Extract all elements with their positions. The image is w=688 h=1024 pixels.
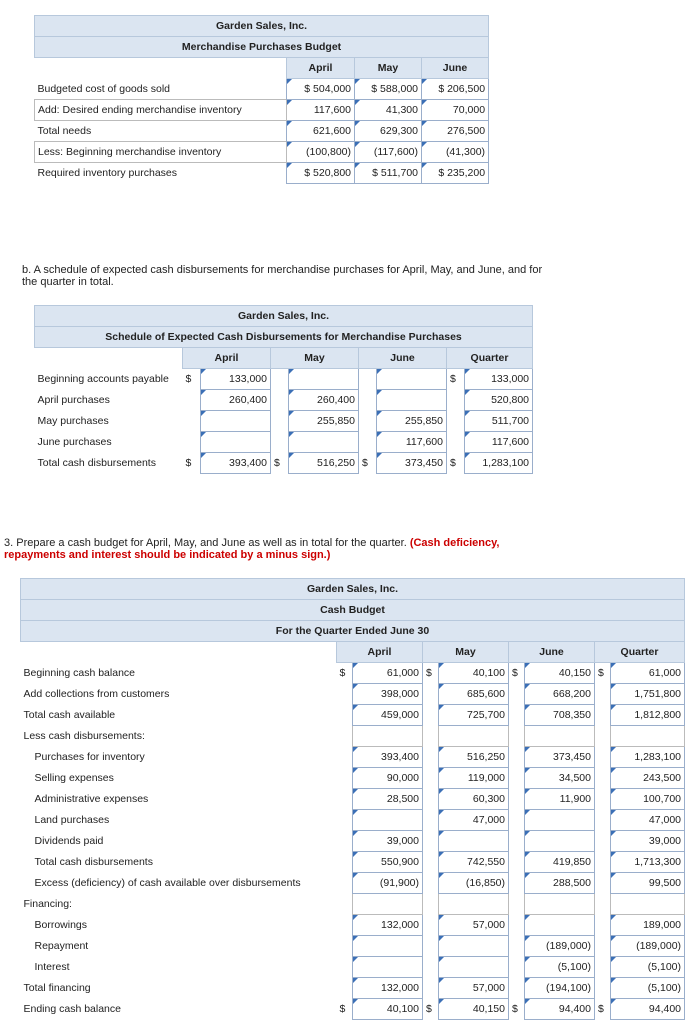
row-label: Budgeted cost of goods sold [37, 82, 171, 95]
currency-symbol [423, 789, 439, 810]
currency-symbol [595, 915, 611, 936]
table-row [35, 453, 533, 474]
currency-symbol [183, 390, 201, 411]
currency-symbol: $ [426, 667, 432, 680]
row-label: Borrowings [34, 919, 88, 931]
currency-symbol [423, 705, 439, 726]
table-row [21, 768, 685, 789]
currency-symbol [509, 852, 525, 873]
currency-symbol: $ [450, 373, 456, 386]
currency-symbol [423, 915, 439, 936]
value-cell[interactable] [525, 810, 595, 831]
table-row [35, 411, 533, 432]
value-cell[interactable] [439, 957, 509, 978]
value-cell[interactable]: 40,150 [525, 663, 595, 684]
table-row [21, 978, 685, 999]
currency-symbol [423, 768, 439, 789]
currency-symbol [423, 810, 439, 831]
currency-symbol [183, 432, 201, 453]
value-cell[interactable] [353, 936, 423, 957]
currency-symbol [595, 978, 611, 999]
value-cell[interactable]: 117,600 [287, 100, 355, 121]
value-cell[interactable] [439, 726, 509, 747]
currency-symbol [337, 915, 353, 936]
currency-symbol [595, 831, 611, 852]
currency-symbol [359, 369, 377, 390]
currency-symbol [595, 936, 611, 957]
table-row [21, 999, 685, 1020]
cash-budget-table [20, 578, 685, 1020]
row-label: Beginning accounts payable [37, 373, 169, 385]
value-cell[interactable]: 419,850 [525, 852, 595, 873]
currency-symbol [447, 390, 465, 411]
currency-symbol: $ [512, 667, 518, 680]
value-cell[interactable]: 11,900 [525, 789, 595, 810]
value-cell[interactable] [201, 432, 271, 453]
value-cell[interactable]: (189,000) [611, 936, 685, 957]
value-cell[interactable]: 70,000 [422, 100, 489, 121]
row-label: Add collections from customers [23, 688, 170, 700]
value-cell[interactable]: (91,900) [353, 873, 423, 894]
row-label: Less cash disbursements: [23, 730, 145, 742]
row-label: Total cash available [23, 709, 116, 721]
value-cell[interactable]: $ 588,000 [355, 79, 422, 100]
currency-symbol [423, 852, 439, 873]
value-cell[interactable]: 516,250 [439, 747, 509, 768]
value-cell[interactable]: 39,000 [353, 831, 423, 852]
value-cell[interactable]: 40,100 [353, 999, 423, 1020]
table-row [21, 852, 685, 873]
currency-symbol [337, 810, 353, 831]
value-cell[interactable]: 243,500 [611, 768, 685, 789]
currency-symbol [595, 894, 611, 915]
value-cell[interactable]: 57,000 [439, 978, 509, 999]
value-cell[interactable] [377, 390, 447, 411]
table-row [35, 432, 533, 453]
currency-symbol [423, 684, 439, 705]
row-label: Excess (deficiency) of cash available over disbursements [34, 877, 301, 889]
cash-company: Garden Sales, Inc. [21, 579, 685, 600]
currency-symbol: $ [426, 1003, 432, 1015]
currency-symbol [423, 873, 439, 894]
value-cell[interactable]: 520,800 [465, 390, 533, 411]
currency-symbol [423, 831, 439, 852]
value-cell[interactable]: $ 520,800 [287, 163, 355, 184]
currency-symbol [509, 768, 525, 789]
currency-symbol [423, 936, 439, 957]
instruction-note: (Cash deficiency, repayments and interest should be indicated by a minus sign.) [4, 537, 500, 561]
col-may: May [271, 348, 359, 369]
currency-symbol: $ [339, 1003, 346, 1015]
value-cell[interactable]: $ 206,500 [422, 79, 489, 100]
currency-symbol: $ [185, 457, 192, 469]
currency-symbol: $ [274, 457, 280, 469]
value-cell[interactable]: 1,713,300 [611, 852, 685, 873]
currency-symbol [509, 873, 525, 894]
col-quarter: Quarter [447, 348, 533, 369]
value-cell[interactable]: 189,000 [611, 915, 685, 936]
value-cell[interactable]: 742,550 [439, 852, 509, 873]
currency-symbol [595, 873, 611, 894]
part-3-instruction [4, 537, 564, 561]
value-cell[interactable]: 393,400 [201, 453, 271, 474]
currency-symbol [337, 789, 353, 810]
currency-symbol [337, 726, 353, 747]
value-cell[interactable]: (41,300) [422, 142, 489, 163]
value-cell[interactable]: 133,000 [465, 369, 533, 390]
value-cell[interactable] [525, 831, 595, 852]
value-cell[interactable]: 57,000 [439, 915, 509, 936]
purchases-company: Garden Sales, Inc. [35, 16, 489, 37]
cash-subtitle: For the Quarter Ended June 30 [21, 621, 685, 642]
value-cell[interactable] [377, 369, 447, 390]
value-cell[interactable]: 94,400 [611, 999, 685, 1020]
currency-symbol [595, 726, 611, 747]
currency-symbol [509, 726, 525, 747]
value-cell[interactable]: 685,600 [439, 684, 509, 705]
row-label[interactable]: Less: Beginning merchandise inventory [35, 142, 287, 163]
table-row [21, 663, 685, 684]
currency-symbol [595, 789, 611, 810]
currency-symbol [337, 852, 353, 873]
table-row [21, 726, 685, 747]
currency-symbol [509, 978, 525, 999]
row-label: Land purchases [34, 814, 110, 826]
currency-symbol [183, 411, 201, 432]
table-row [35, 390, 533, 411]
currency-symbol [509, 789, 525, 810]
value-cell[interactable]: (194,100) [525, 978, 595, 999]
part-b-instruction: b. A schedule of expected cash disbursements for merchandise purchases for April, May, and June, and for the quarter in total. [22, 264, 543, 288]
value-cell[interactable]: 100,700 [611, 789, 685, 810]
value-cell[interactable]: 40,100 [439, 663, 509, 684]
currency-symbol [595, 747, 611, 768]
col-quarter: Quarter [595, 642, 685, 663]
value-cell[interactable]: 90,000 [353, 768, 423, 789]
currency-symbol [359, 432, 377, 453]
row-label: June purchases [37, 436, 112, 448]
value-cell[interactable]: 629,300 [355, 121, 422, 142]
value-cell[interactable] [439, 936, 509, 957]
value-cell[interactable]: (100,800) [287, 142, 355, 163]
table-row [21, 789, 685, 810]
currency-symbol [359, 390, 377, 411]
row-label: Financing: [23, 898, 72, 910]
instruction-text: 3. Prepare a cash budget for April, May, and June as well as in total for the quarter. [4, 537, 407, 549]
value-cell[interactable]: 1,751,800 [611, 684, 685, 705]
value-cell[interactable] [611, 894, 685, 915]
value-cell[interactable] [353, 726, 423, 747]
currency-symbol [337, 768, 353, 789]
currency-symbol [337, 894, 353, 915]
currency-symbol [595, 705, 611, 726]
value-cell[interactable]: (117,600) [355, 142, 422, 163]
row-label: Repayment [34, 940, 89, 952]
currency-symbol: $ [598, 1003, 604, 1015]
currency-symbol: $ [512, 1003, 518, 1015]
currency-symbol [595, 810, 611, 831]
value-cell[interactable]: 61,000 [353, 663, 423, 684]
col-april: April [287, 58, 355, 79]
value-cell[interactable]: (5,100) [611, 957, 685, 978]
value-cell[interactable]: 288,500 [525, 873, 595, 894]
value-cell[interactable] [289, 369, 359, 390]
table-row [21, 684, 685, 705]
value-cell[interactable]: 668,200 [525, 684, 595, 705]
cash-title: Cash Budget [21, 600, 685, 621]
col-april: April [183, 348, 271, 369]
value-cell[interactable]: 47,000 [439, 810, 509, 831]
currency-symbol [337, 831, 353, 852]
col-may: May [423, 642, 509, 663]
value-cell[interactable]: 393,400 [353, 747, 423, 768]
value-cell[interactable]: 276,500 [422, 121, 489, 142]
currency-symbol [447, 411, 465, 432]
value-cell[interactable]: 132,000 [353, 915, 423, 936]
table-row [21, 957, 685, 978]
value-cell[interactable]: 373,450 [377, 453, 447, 474]
table-row [21, 915, 685, 936]
purchases-title: Merchandise Purchases Budget [35, 37, 489, 58]
row-label: Dividends paid [34, 835, 104, 847]
currency-symbol [271, 369, 289, 390]
currency-symbol [595, 852, 611, 873]
row-label: Interest [34, 961, 70, 973]
disbursements-table [34, 305, 533, 474]
currency-symbol [509, 894, 525, 915]
value-cell[interactable]: 398,000 [353, 684, 423, 705]
value-cell[interactable] [353, 894, 423, 915]
currency-symbol [509, 705, 525, 726]
value-cell[interactable]: 255,850 [289, 411, 359, 432]
currency-symbol [509, 936, 525, 957]
value-cell[interactable]: 41,300 [355, 100, 422, 121]
col-june: June [422, 58, 489, 79]
currency-symbol: $ [362, 457, 368, 469]
currency-symbol [271, 432, 289, 453]
purchases-budget-table [34, 15, 489, 184]
currency-symbol: $ [185, 373, 192, 386]
table-row [21, 705, 685, 726]
value-cell[interactable]: 132,000 [353, 978, 423, 999]
currency-symbol [337, 957, 353, 978]
value-cell[interactable]: 133,000 [201, 369, 271, 390]
value-cell[interactable]: (16,850) [439, 873, 509, 894]
table-row [21, 810, 685, 831]
currency-symbol: $ [598, 667, 604, 680]
table-row [21, 936, 685, 957]
row-label: Total cash disbursements [34, 856, 153, 868]
value-cell[interactable]: 40,150 [439, 999, 509, 1020]
currency-symbol [271, 390, 289, 411]
currency-symbol [447, 432, 465, 453]
row-label: May purchases [37, 415, 109, 427]
table-row [21, 894, 685, 915]
currency-symbol [423, 894, 439, 915]
value-cell[interactable] [289, 432, 359, 453]
table-row [21, 831, 685, 852]
value-cell[interactable]: 61,000 [611, 663, 685, 684]
value-cell[interactable]: 60,300 [439, 789, 509, 810]
value-cell[interactable]: (5,100) [611, 978, 685, 999]
row-label: Administrative expenses [34, 793, 149, 805]
row-label: Total financing [23, 982, 91, 994]
value-cell[interactable]: $ 235,200 [422, 163, 489, 184]
currency-symbol [271, 411, 289, 432]
currency-symbol [337, 705, 353, 726]
value-cell[interactable]: 99,500 [611, 873, 685, 894]
col-may: May [355, 58, 422, 79]
value-cell[interactable]: 39,000 [611, 831, 685, 852]
currency-symbol [337, 684, 353, 705]
row-label: Beginning cash balance [23, 667, 136, 679]
currency-symbol [337, 936, 353, 957]
value-cell[interactable]: 34,500 [525, 768, 595, 789]
currency-symbol [423, 978, 439, 999]
value-cell[interactable]: 260,400 [289, 390, 359, 411]
currency-symbol [509, 915, 525, 936]
currency-symbol [423, 747, 439, 768]
value-cell[interactable] [439, 894, 509, 915]
currency-symbol [337, 873, 353, 894]
value-cell[interactable]: (5,100) [525, 957, 595, 978]
value-cell[interactable]: 516,250 [289, 453, 359, 474]
value-cell[interactable]: 94,400 [525, 999, 595, 1020]
value-cell[interactable] [353, 957, 423, 978]
currency-symbol [509, 684, 525, 705]
disb-title: Schedule of Expected Cash Disbursements for Merchandise Purchases [35, 327, 533, 348]
value-cell[interactable]: 1,812,800 [611, 705, 685, 726]
value-cell[interactable]: 117,600 [377, 432, 447, 453]
value-cell[interactable]: 28,500 [353, 789, 423, 810]
row-label: Selling expenses [34, 772, 114, 784]
value-cell[interactable]: 550,900 [353, 852, 423, 873]
currency-symbol [359, 411, 377, 432]
currency-symbol [509, 747, 525, 768]
col-june: June [359, 348, 447, 369]
row-label: Total cash disbursements [37, 457, 156, 469]
currency-symbol [509, 810, 525, 831]
currency-symbol [595, 684, 611, 705]
value-cell[interactable] [525, 894, 595, 915]
value-cell[interactable] [201, 411, 271, 432]
currency-symbol [423, 726, 439, 747]
row-label: Purchases for inventory [34, 751, 145, 763]
value-cell[interactable]: 511,700 [465, 411, 533, 432]
row-label: Required inventory purchases [37, 167, 177, 180]
currency-symbol [337, 978, 353, 999]
table-row [21, 873, 685, 894]
value-cell[interactable]: 117,600 [465, 432, 533, 453]
value-cell[interactable]: 255,850 [377, 411, 447, 432]
value-cell[interactable]: 47,000 [611, 810, 685, 831]
value-cell[interactable] [353, 810, 423, 831]
col-june: June [509, 642, 595, 663]
row-label: April purchases [37, 394, 110, 406]
value-cell[interactable]: 1,283,100 [465, 453, 533, 474]
value-cell[interactable]: 260,400 [201, 390, 271, 411]
table-row [21, 747, 685, 768]
value-cell[interactable]: 119,000 [439, 768, 509, 789]
disb-company: Garden Sales, Inc. [35, 306, 533, 327]
row-label: Total needs [37, 125, 92, 137]
col-april: April [337, 642, 423, 663]
currency-symbol [509, 957, 525, 978]
row-label[interactable]: Add: Desired ending merchandise inventory [35, 100, 287, 121]
value-cell[interactable] [525, 726, 595, 747]
value-cell[interactable]: 1,283,100 [611, 747, 685, 768]
currency-symbol [595, 957, 611, 978]
value-cell[interactable]: 725,700 [439, 705, 509, 726]
currency-symbol [423, 957, 439, 978]
value-cell[interactable]: $ 504,000 [287, 79, 355, 100]
value-cell[interactable]: 621,600 [287, 121, 355, 142]
value-cell[interactable]: $ 511,700 [355, 163, 422, 184]
value-cell[interactable]: (189,000) [525, 936, 595, 957]
value-cell[interactable] [439, 831, 509, 852]
currency-symbol [595, 768, 611, 789]
value-cell[interactable]: 459,000 [353, 705, 423, 726]
row-label: Ending cash balance [23, 1003, 121, 1015]
currency-symbol [337, 747, 353, 768]
value-cell[interactable]: 373,450 [525, 747, 595, 768]
value-cell[interactable] [525, 915, 595, 936]
value-cell[interactable]: 708,350 [525, 705, 595, 726]
currency-symbol: $ [450, 457, 456, 469]
value-cell[interactable] [611, 726, 685, 747]
currency-symbol [509, 831, 525, 852]
currency-symbol: $ [339, 667, 346, 680]
table-row [35, 369, 533, 390]
